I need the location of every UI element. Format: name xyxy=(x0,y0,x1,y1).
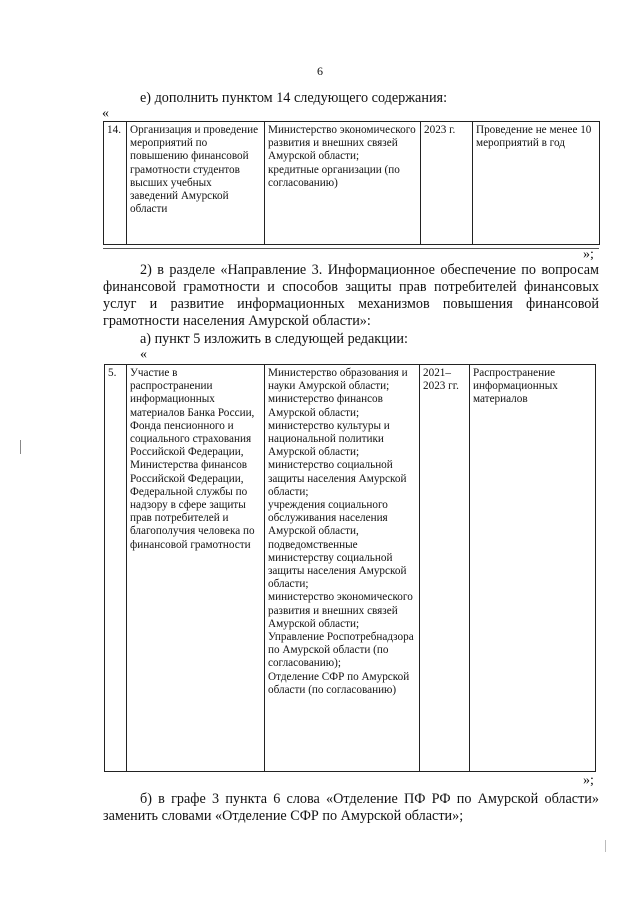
table-row xyxy=(104,122,600,245)
page-number: 6 xyxy=(317,64,323,78)
item-number: 5. xyxy=(105,365,127,772)
intro-e-paragraph: е) дополнить пунктом 14 следующего содержания: xyxy=(140,90,448,106)
table-item-14 xyxy=(103,121,600,245)
item-b-paragraph: б) в графе 3 пункта 6 слова «Отделение ПФ РФ по Амурской области» заменить словами «Отделение СФР по Амурской области»; xyxy=(103,791,599,824)
table1-bottom-underline xyxy=(103,248,599,249)
item-a-paragraph: а) пункт 5 изложить в следующей редакции: xyxy=(140,331,408,347)
event-name: Организация и проведение мероприятий по повышению финансовой грамотности студентов высших учебных заведений Амурской области xyxy=(127,122,265,245)
expected-result: Распространение информационных материалов xyxy=(470,365,596,772)
scan-mark-right xyxy=(605,840,606,852)
executors: Министерство образования и науки Амурской области; министерство финансов Амурской области; министерство культуры и национальной политики Амурской области; министерство социальной защиты населения Амурской области; учреждения социального обслуживания населения Амурской области, подведомственные министерству социальной защиты населения Амурской области; министерство экономического развития и внешних связей Амурской области; Управление Роспотребнадзора по Амурской области (по согласованию); Отделение СФР по Амурской области (по согласованию) xyxy=(265,365,420,772)
close-quote-2: »; xyxy=(583,773,594,788)
expected-result: Проведение не менее 10 мероприятий в год xyxy=(473,122,600,245)
open-quote-1: « xyxy=(102,106,109,121)
table-row xyxy=(105,365,596,772)
period: 2023 г. xyxy=(421,122,473,245)
scan-mark-left xyxy=(20,440,21,454)
table-item-5 xyxy=(104,364,596,772)
executors: Министерство экономического развития и внешних связей Амурской области; кредитные организации (по согласованию) xyxy=(265,122,421,245)
close-quote-1: »; xyxy=(583,247,594,262)
item-number: 14. xyxy=(104,122,127,245)
period: 2021–2023 гг. xyxy=(420,365,470,772)
open-quote-2: « xyxy=(140,347,147,362)
section-2-paragraph: 2) в разделе «Направление 3. Информационное обеспечение по вопросам финансовой грамотности и способов защиты прав потребителей финансовых услуг и развитие информационных механизмов повышения финансовой грамотности населения Амурской области»: xyxy=(103,262,599,329)
event-name: Участие в распространении информационных материалов Банка России, Фонда пенсионного и социального страхования Российской Федерации, Министерства финансов Российской Федерации, Федеральной службы по надзору в сфере защиты прав потребителей и благополучия человека по финансовой грамотности xyxy=(127,365,265,772)
